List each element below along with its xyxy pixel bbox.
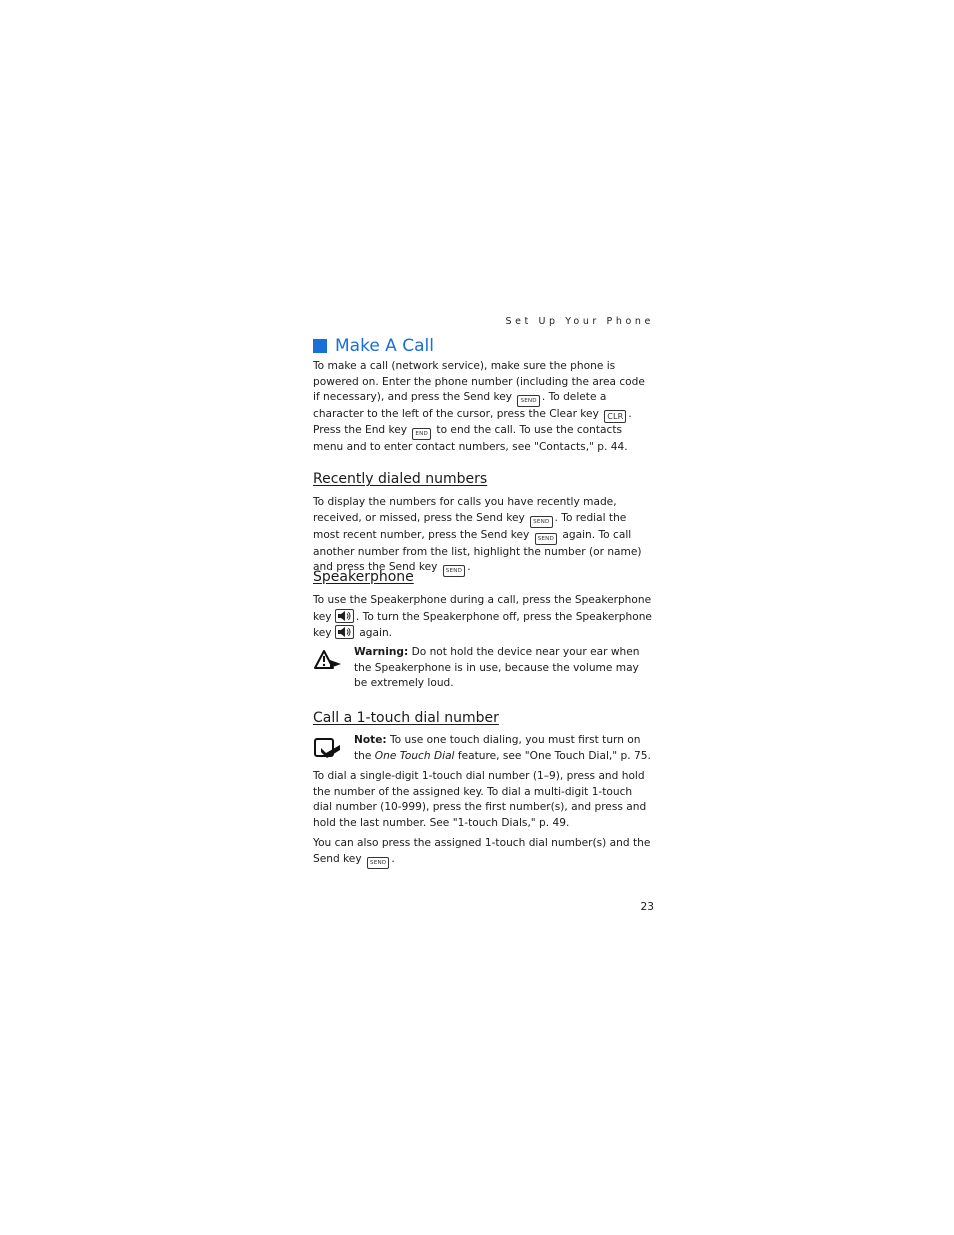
text-run: . xyxy=(391,852,395,865)
text-run: . To turn the Speakerphone off, press the Speakerphone key xyxy=(313,610,652,640)
text-run: . Press the End key xyxy=(313,408,632,437)
page-number: 23 xyxy=(640,901,654,913)
warning-label: Warning: xyxy=(354,646,409,658)
clear-key-icon: CLR xyxy=(604,410,626,423)
send-key-icon: SEND xyxy=(367,857,389,869)
section-marker-icon xyxy=(313,339,327,353)
recent-paragraph xyxy=(313,495,654,577)
end-key-icon: END xyxy=(412,428,431,440)
speakerphone-heading: Speakerphone xyxy=(313,569,414,585)
speakerphone-key-icon xyxy=(335,609,354,623)
send-key-icon: SEND xyxy=(535,533,557,545)
running-head: Set Up Your Phone xyxy=(505,316,654,327)
speakerphone-key-icon xyxy=(335,625,354,639)
text-run: Do not hold the device near your ear when the Speakerphone is in use, because the volume may be extremely loud. xyxy=(354,646,640,690)
send-key-icon: SEND xyxy=(530,516,552,528)
onetouch-paragraph-1: To dial a single-digit 1-touch dial number (1–9), press and hold the number of the assigned key. To dial a multi-digit 1-touch dial number (10-999), press the first number(s), and press and hold the last number. See "1-touch Dials," p. 49. xyxy=(313,770,647,829)
text-run: . To redial the most recent number, press the Send key xyxy=(313,511,627,541)
onetouch-heading: Call a 1-touch dial number xyxy=(313,710,499,726)
note-text xyxy=(354,733,654,764)
note-hand-icon xyxy=(313,736,343,760)
onetouch-paragraph-2 xyxy=(313,836,654,869)
send-key-icon: SEND xyxy=(517,395,539,407)
send-key-icon: SEND xyxy=(443,565,465,577)
text-run: To use the Speakerphone during a call, press the Speakerphone key xyxy=(313,594,652,623)
text-run: You can also press the assigned 1-touch dial number(s) and the Send key xyxy=(313,837,651,865)
text-run: feature, see "One Touch Dial," p. 75. xyxy=(454,749,651,762)
warning-icon xyxy=(313,648,343,670)
text-run: . To delete a character to the left of the cursor, press the Clear key xyxy=(313,391,607,421)
text-run: . xyxy=(467,561,471,574)
text-run: To make a call (network service), make sure the phone is powered on. Enter the phone number (including the area code if necessary), and press the Send key xyxy=(313,360,645,404)
text-run: again. xyxy=(355,627,393,640)
section-title xyxy=(313,336,434,356)
make-call-paragraph xyxy=(313,359,654,456)
section-title-text: Make A Call xyxy=(335,336,434,356)
warning-text xyxy=(354,645,654,692)
text-run: to end the call. To use the contacts menu and to enter contact numbers, see "Contacts," p. 44. xyxy=(313,424,628,454)
text-run: again. To call another number from the list, highlight the number (or name) and press the Send key xyxy=(313,528,642,574)
speakerphone-paragraph xyxy=(313,593,654,642)
text-run: To display the numbers for calls you have recently made, received, or missed, press the Send key xyxy=(313,496,617,524)
note-label: Note: xyxy=(354,734,387,746)
text-run: To use one touch dialing, you must first turn on the xyxy=(354,734,641,762)
recent-heading: Recently dialed numbers xyxy=(313,471,488,487)
text-run: One Touch Dial xyxy=(374,749,455,762)
